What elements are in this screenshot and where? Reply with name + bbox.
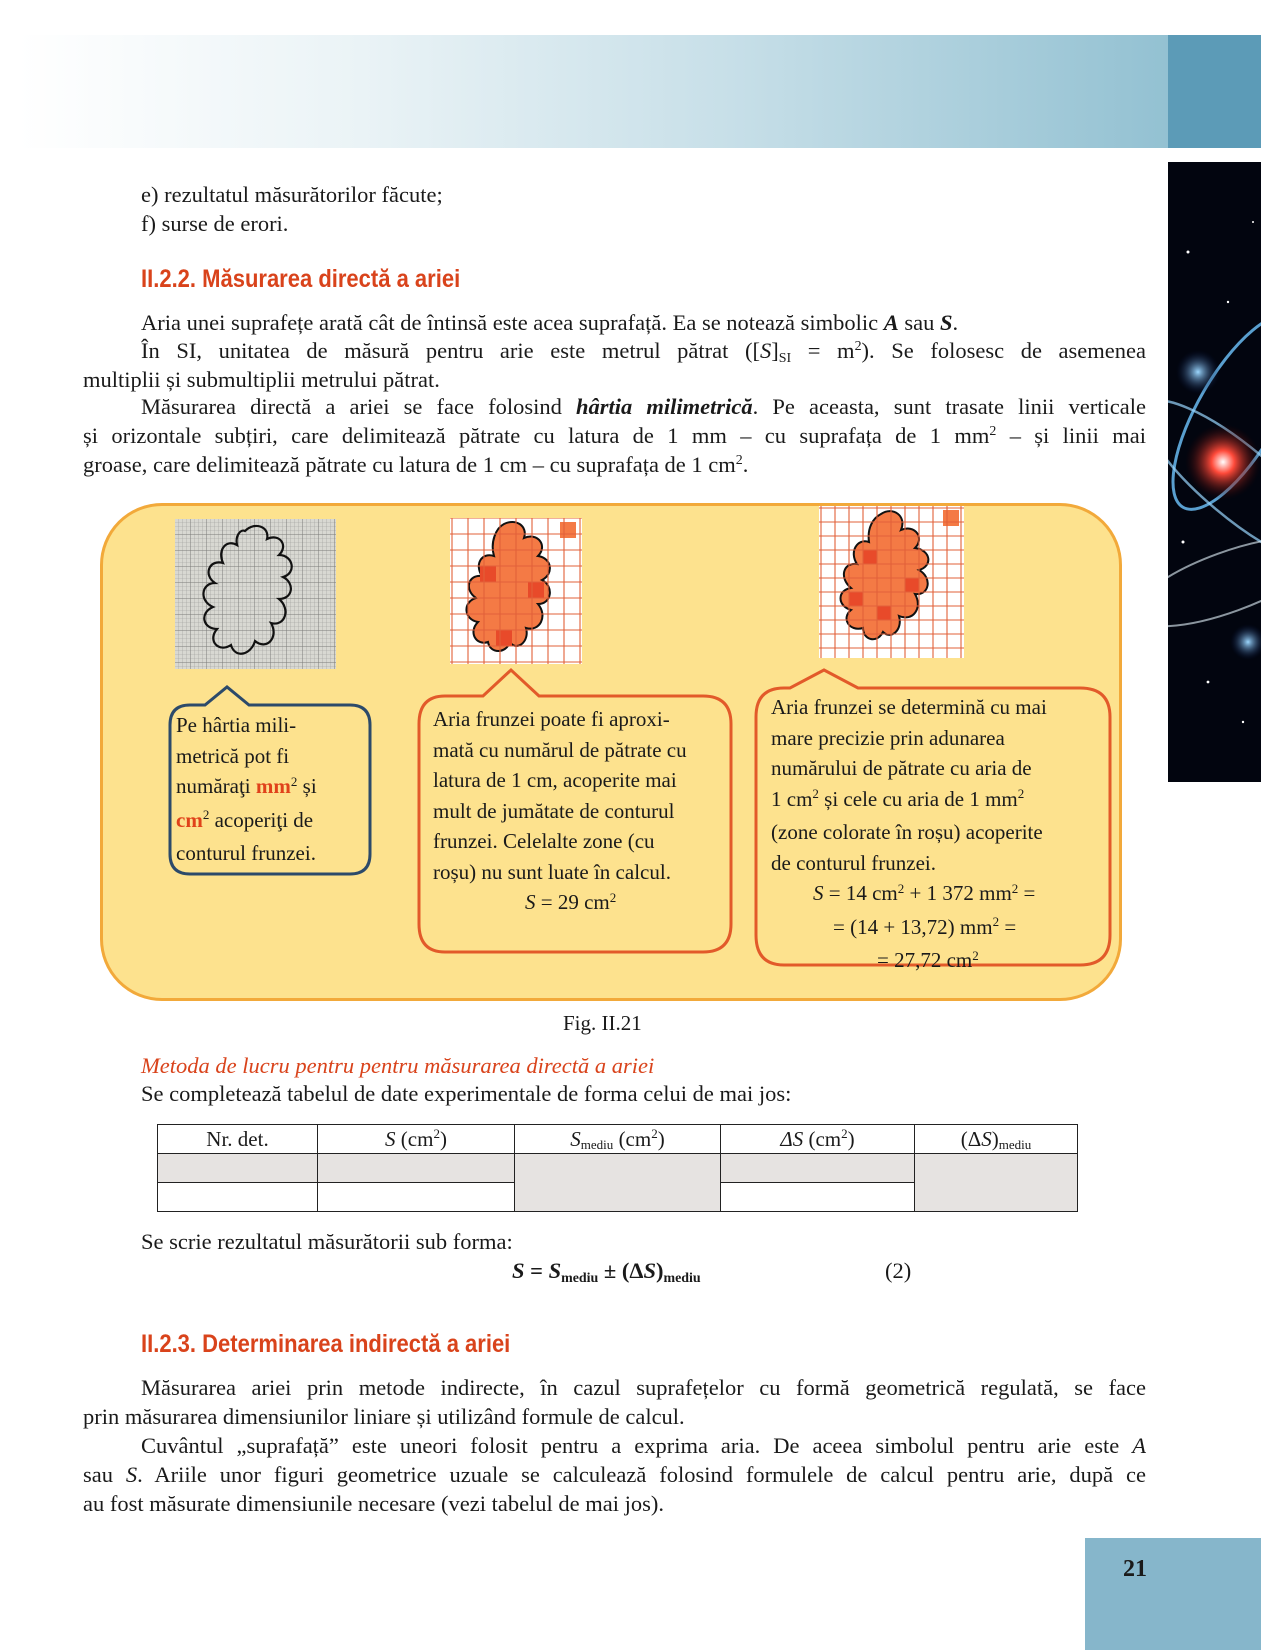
paragraph-indirect-line1: Măsurarea ariei prin metode indirecte, în cazul suprafețelor cu formă geometrică regulată, se face bbox=[141, 1375, 1146, 1400]
leaf-mm-grid-precise bbox=[819, 506, 964, 658]
table-header-s: S $(cm^2)$ bbox=[318, 1125, 515, 1154]
table-cell[interactable] bbox=[721, 1183, 915, 1212]
table-header-delta-s: ΔS $(cm^2)$ bbox=[721, 1125, 915, 1154]
method-title: Metoda de lucru pentru pentru măsurarea directă a ariei bbox=[141, 1053, 655, 1078]
header-accent-block bbox=[1168, 35, 1261, 148]
table-cell[interactable] bbox=[318, 1154, 515, 1183]
paragraph-symbol-line2: sau S. Ariile unor figuri geometrice uzuale se calculează folosind formulele de calcul pentru arie, după ce bbox=[83, 1462, 1146, 1487]
bubble-2-text: Aria frunzei poate fi aproxi- mată cu numărul de pătrate cu latura de 1 cm, acoperite mai mult de jumătate de conturul frunzei. Celelalte zone (cu roșu) nu sunt luate în calcul. S = 29 $cm^2$ bbox=[433, 707, 687, 914]
table-cell[interactable] bbox=[158, 1154, 318, 1183]
section-heading-direct-area: II.2.2. Măsurarea directă a ariei bbox=[141, 265, 461, 293]
space-illustration bbox=[1168, 162, 1261, 782]
page-number-box bbox=[1085, 1538, 1261, 1650]
table-cell[interactable] bbox=[158, 1183, 318, 1212]
header-band bbox=[18, 35, 1168, 148]
paragraph-si-unit-line1: În SI, unitatea de măsură pentru arie este metrul pătrat $([S]_{SI} = m^2)$. Se folosesc de asemenea bbox=[141, 338, 1146, 367]
intro-item-f: f) surse de erori. bbox=[141, 211, 289, 236]
equation-number: (2) bbox=[885, 1258, 912, 1283]
page-number: 21 bbox=[1123, 1556, 1147, 1582]
table-header-delta-s-mediu: $(\Delta S)_{mediu}$ bbox=[915, 1125, 1078, 1154]
result-formula: $S = S_{mediu} \pm (\Delta S)_{mediu}$ bbox=[512, 1258, 701, 1287]
paragraph-graph-paper-line1: Măsurarea directă a ariei se face folosind hârtia milimetrică. Pe aceasta, sunt trasate linii verticale bbox=[141, 394, 1146, 419]
paragraph-si-unit-line2: multiplii și submultiplii metrului pătrat. bbox=[83, 367, 440, 392]
bubble-3-text: Aria frunzei se determină cu mai mare precizie prin adunarea numărului de pătrate cu aria de 1 $cm^2$ și cele cu aria de 1 $mm^2$ (zone colorate în roșu) acoperite de conturul frunzei. S = 14 $cm^2 + 1$ 372 $mm^2$ = = (14 + 13,72) $mm^2$ = = 27,72 $cm^2$ bbox=[771, 695, 1047, 972]
paragraph-symbol-line3: au fost măsurate dimensiunile necesare (vezi tabelul de mai jos). bbox=[83, 1491, 665, 1516]
experimental-data-table bbox=[157, 1124, 1078, 1212]
table-cell[interactable] bbox=[721, 1154, 915, 1183]
table-cell-s-mediu[interactable] bbox=[515, 1154, 721, 1212]
table-header-s-mediu: $S_{mediu}$ $(cm^2)$ bbox=[515, 1125, 721, 1154]
paragraph-graph-paper-line3: groase, care delimitează pătrate cu latura de 1 cm – cu suprafața de 1 $cm^2$. bbox=[83, 452, 749, 477]
leaf-outline-graph-paper bbox=[175, 519, 336, 669]
bubble-1-text: Pe hârtia mili- metrică pot fi număraţi $mm^2$ și $cm^2$ acoperiţi de conturul frunzei. bbox=[176, 713, 317, 865]
result-text: Se scrie rezultatul măsurătorii sub forma: bbox=[141, 1229, 513, 1254]
table-cell-delta-s-mediu[interactable] bbox=[915, 1154, 1078, 1212]
table-header-nr: Nr. det. bbox=[158, 1125, 318, 1154]
paragraph-symbol-line1: Cuvântul „suprafață” este uneori folosit pentru a exprima aria. De aceea simbolul pentru arie este A bbox=[141, 1433, 1146, 1458]
method-text: Se completează tabelul de date experimentale de forma celui de mai jos: bbox=[141, 1081, 792, 1106]
atom-orbit-image bbox=[1168, 162, 1261, 782]
figure-caption: Fig. II.21 bbox=[563, 1011, 642, 1035]
paragraph-graph-paper-line2: și orizontale subțiri, care delimitează pătrate cu latura de 1 mm – cu suprafața de 1 $mm^2$ – și linii mai bbox=[83, 423, 1146, 448]
paragraph-area-definition: Aria unei suprafețe arată cât de întinsă este acea suprafață. Ea se notează simbolic A sau S. bbox=[141, 310, 959, 335]
paragraph-indirect-line2: prin măsurarea dimensiunilor liniare și utilizând formule de calcul. bbox=[83, 1404, 685, 1429]
leaf-cm-grid-approximation bbox=[450, 518, 582, 664]
table-cell[interactable] bbox=[318, 1183, 515, 1212]
intro-item-e: e) rezultatul măsurătorilor făcute; bbox=[141, 182, 443, 207]
section-heading-indirect-area: II.2.3. Determinarea indirectă a ariei bbox=[141, 1330, 511, 1358]
